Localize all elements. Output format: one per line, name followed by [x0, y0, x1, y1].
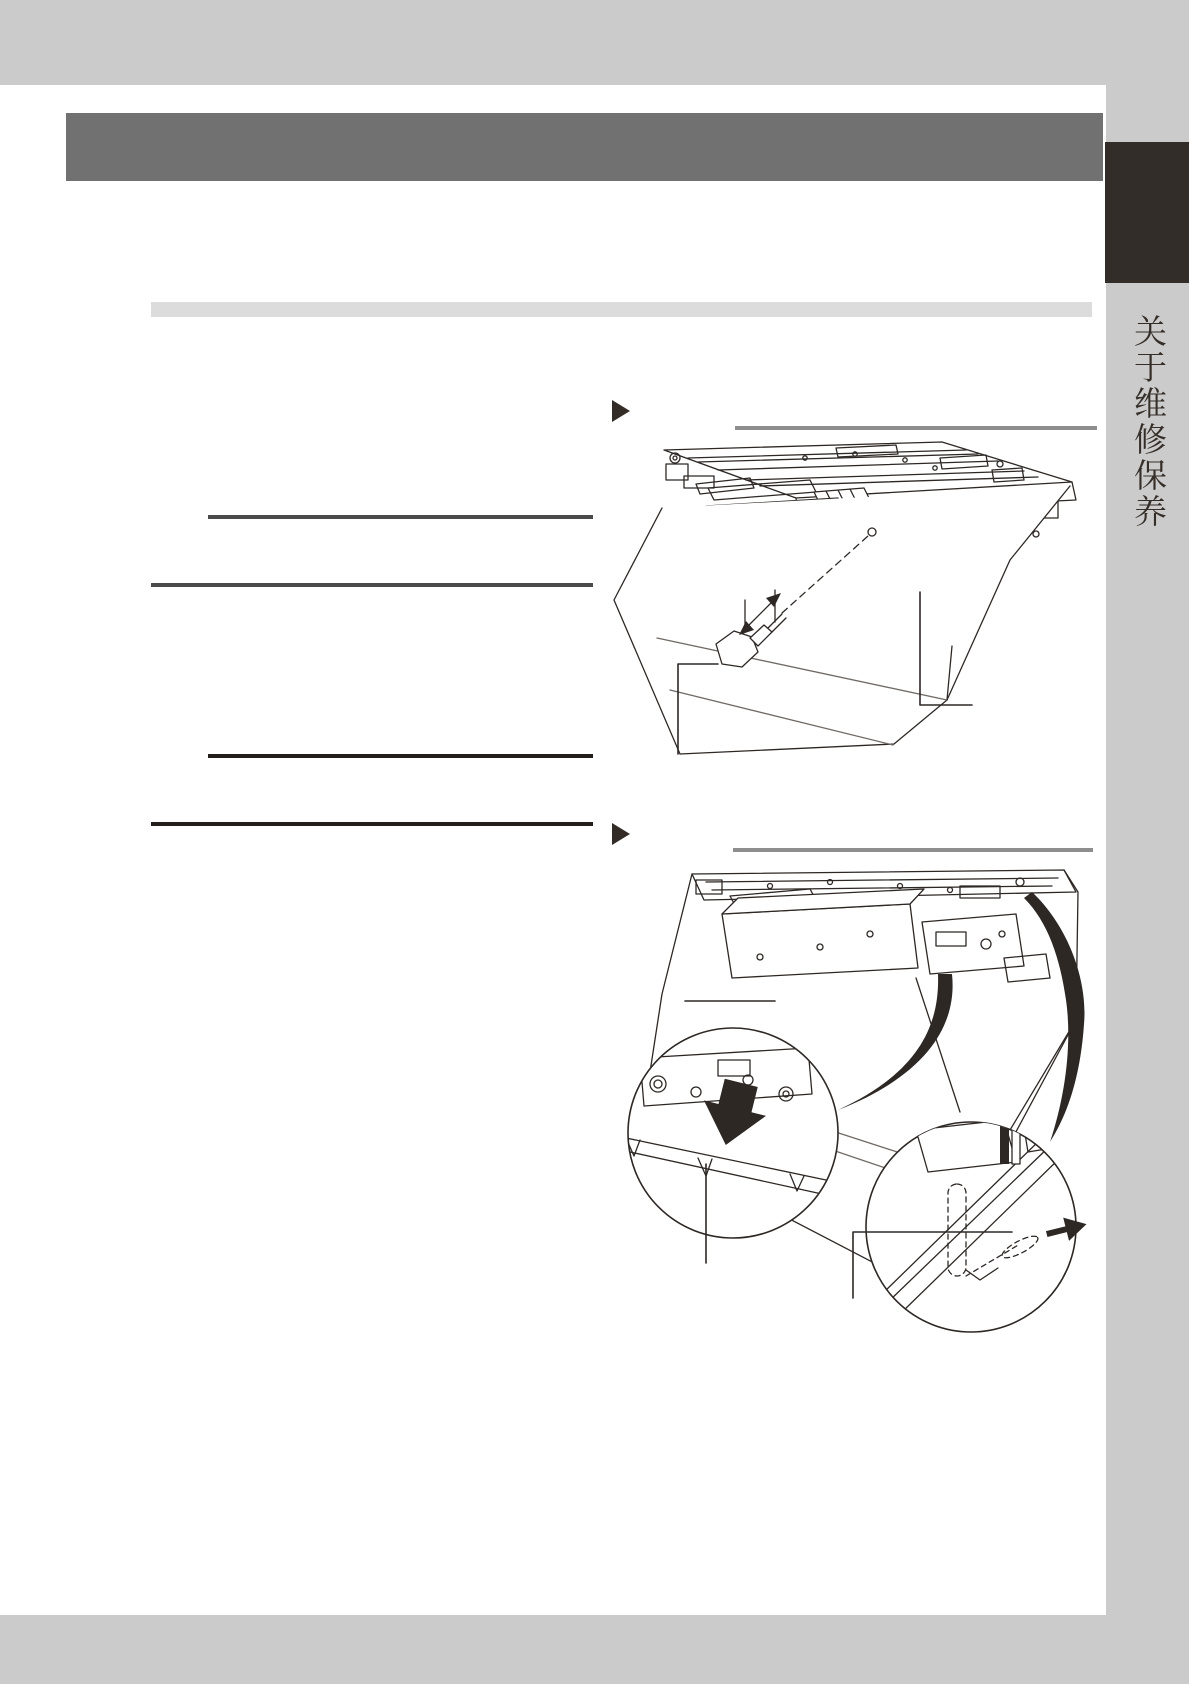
heading-rule-1 — [208, 515, 593, 519]
heading-rule-2 — [151, 583, 593, 587]
page-frame-top — [0, 0, 1189, 85]
figure1-flatbed-screwdriver-illustration — [600, 388, 1090, 768]
heading-rule-4 — [151, 822, 593, 826]
chapter-tab — [1105, 142, 1189, 283]
chapter-header-bar — [66, 113, 1103, 181]
heading-rule-3 — [208, 754, 593, 758]
play-triangle-bullet-icon — [612, 823, 630, 845]
chapter-tab-label: 关于维修保养 — [1130, 314, 1167, 530]
figure2-cover-removal-illustration — [600, 862, 1100, 1345]
figure2-title-rule — [733, 848, 1093, 852]
section-title-bar — [151, 302, 1092, 317]
page-frame-bottom — [0, 1615, 1189, 1684]
